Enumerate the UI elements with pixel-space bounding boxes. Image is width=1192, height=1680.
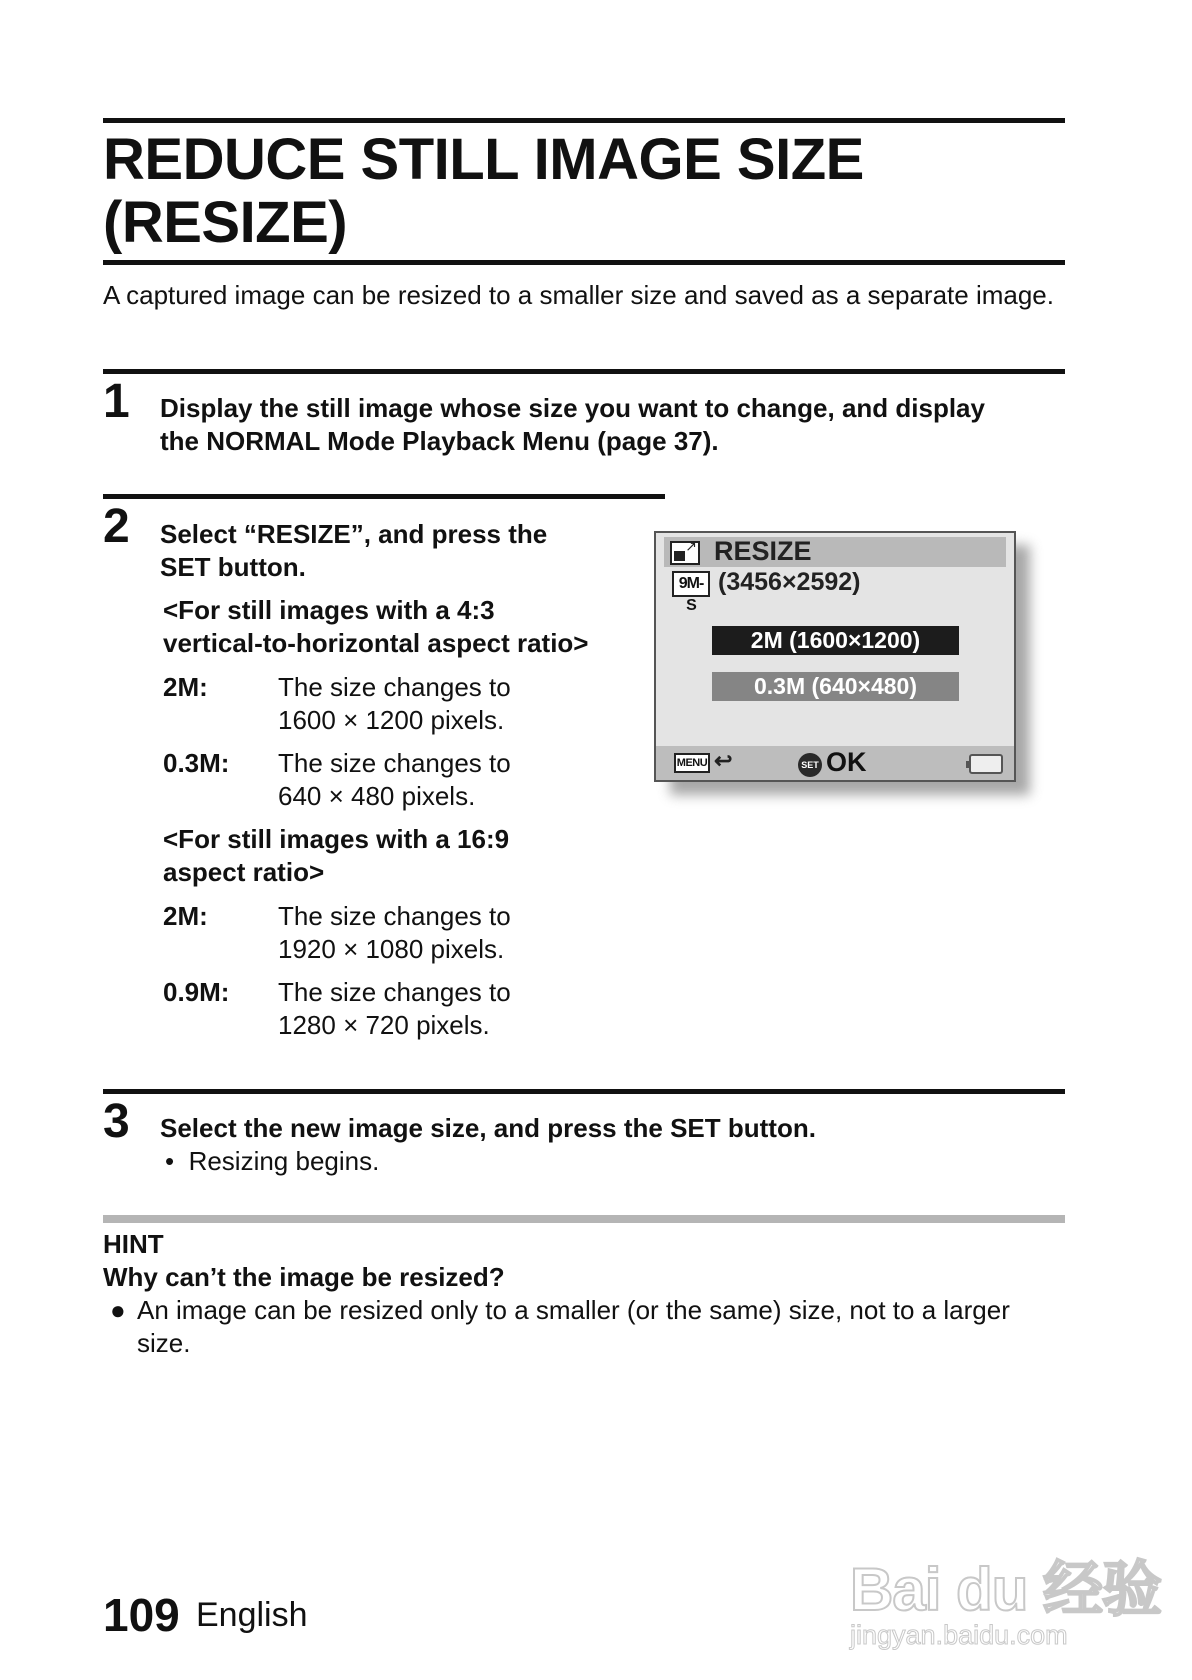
title-line-2: (RESIZE) [103,190,348,255]
hint-heading: HINT [103,1229,164,1259]
top-rule [103,118,1065,123]
resize-icon [670,541,700,565]
step-3-bullet-text: Resizing begins. [188,1146,380,1176]
bullet-dot: • [165,1146,189,1176]
bullet-dot: ● [110,1295,126,1325]
step-1-rule [103,369,1065,374]
step-1-number: 1 [103,375,130,428]
step-2-line-2: SET button. [160,552,306,582]
camera-screen [654,531,1016,782]
image-size-icon: 9M-S [672,571,710,597]
page-language: English [196,1596,308,1634]
watermark-brand: Bai du 经验 [850,1556,1162,1623]
step-1-text [160,392,1065,458]
watermark-url: jingyan.baidu.com [850,1620,1068,1650]
step-2-text [160,518,630,584]
group-43-heading [163,594,643,660]
option-03m[interactable]: 0.3M (640×480) [712,672,959,701]
screen-title: RESIZE [714,536,812,566]
step-2-number: 2 [103,500,130,553]
group-169-heading-line-2: aspect ratio> [163,857,325,887]
title-line-1: REDUCE STILL IMAGE SIZE [103,127,864,192]
step-2-line-1: Select “RESIZE”, and press the [160,519,548,549]
hint-question: Why can’t the image be resized? [103,1262,505,1292]
size-item-desc: The size changes to 1600 × 1200 pixels. [278,672,511,735]
step-1-line-2: the NORMAL Mode Playback Menu (page 37). [160,426,719,456]
group-169-heading-line-1: <For still images with a 16:9 [163,824,510,854]
size-item-2m-169 [163,900,613,966]
ok-label: OK [826,747,867,777]
intro-text: A captured image can be resized to a smaller size and saved as a separate image. [103,280,1054,310]
size-item-key: 0.9M: [163,977,230,1007]
size-item-key: 2M: [163,672,208,702]
screen-resolution: (3456×2592) [718,568,861,596]
return-icon: ↩ [714,748,733,773]
hint-bar [103,1215,1065,1223]
page-title [103,128,864,254]
step-3-rule [103,1089,1065,1094]
option-2m[interactable]: 2M (1600×1200) [712,626,959,655]
size-item-desc: The size changes to 640 × 480 pixels. [278,748,511,811]
size-item-key: 2M: [163,901,208,931]
hint-bullet [110,1294,1050,1360]
step-1-line-1: Display the still image whose size you want to change, and display [160,393,985,423]
size-item-2m-43 [163,671,613,737]
step-3-text: Select the new image size, and press the SET button. [160,1113,816,1143]
title-bottom-rule [103,260,1065,265]
battery-icon [969,754,1003,774]
step-2-rule [103,494,665,499]
group-169-heading [163,823,643,889]
step-3-number: 3 [103,1095,130,1148]
size-item-desc: The size changes to 1920 × 1080 pixels. [278,901,511,964]
hint-bullet-text: An image can be resized only to a smaller (or the same) size, not to a larger size. [137,1295,1010,1358]
set-button-icon: SET [798,753,822,777]
menu-icon: MENU [674,753,710,773]
group-43-heading-line-1: <For still images with a 4:3 [163,595,495,625]
step-3-bullet [165,1145,1045,1178]
size-item-03m-43 [163,747,613,813]
watermark [850,1520,1180,1650]
size-item-key: 0.3M: [163,748,230,778]
size-item-09m-169 [163,976,613,1042]
page-number: 109 [103,1589,180,1641]
size-item-desc: The size changes to 1280 × 720 pixels. [278,977,511,1040]
group-43-heading-line-2: vertical-to-horizontal aspect ratio> [163,628,589,658]
